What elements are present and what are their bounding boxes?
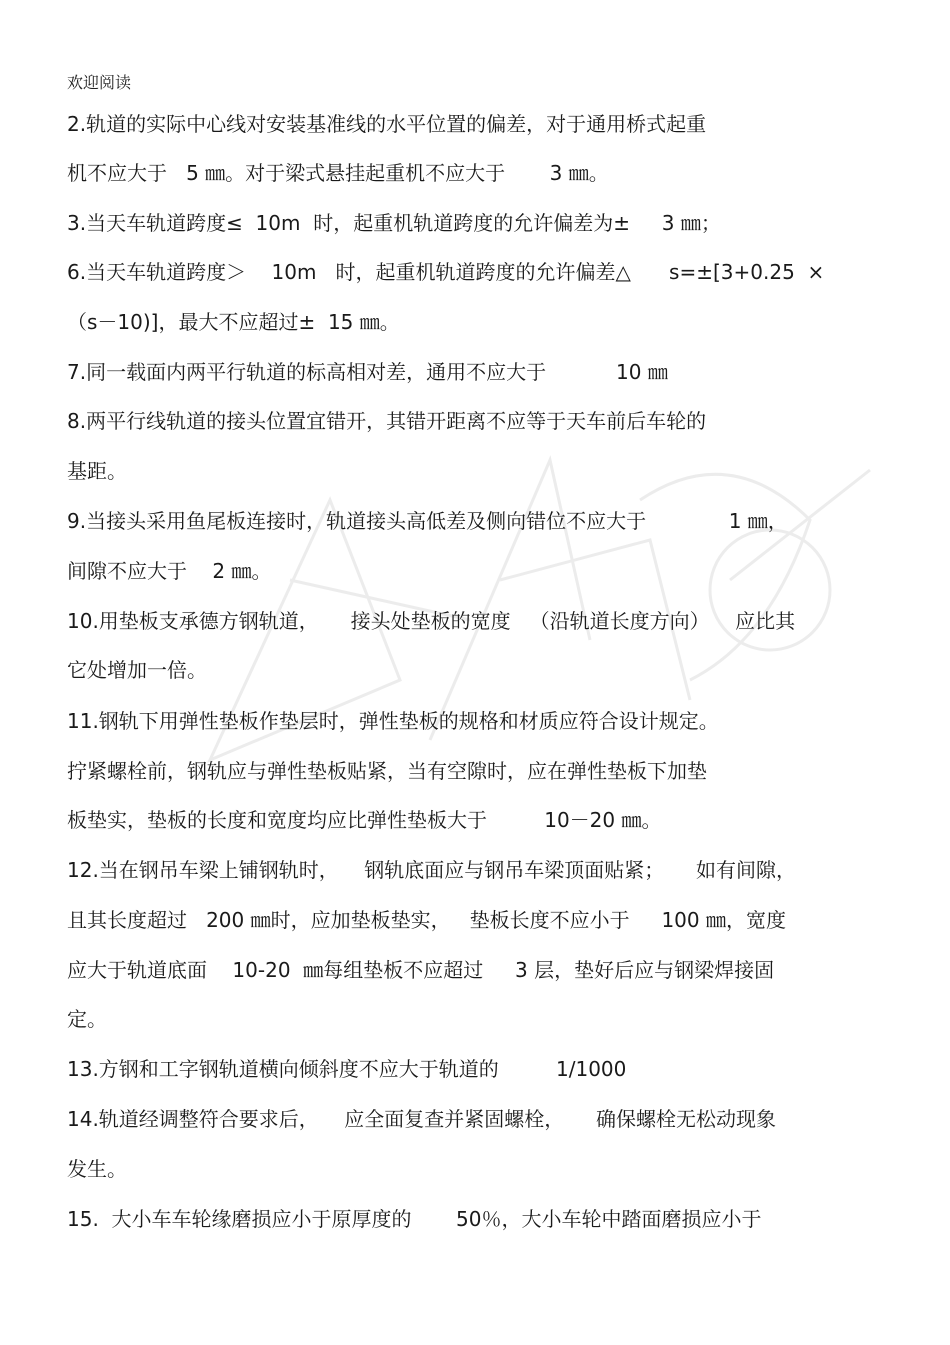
text-line: 应大于轨道底面 10-20 ㎜每组垫板不应超过 3 层，垫好后应与钢梁焊接固 <box>67 958 775 982</box>
text-line: 8.两平行线轨道的接头位置宜错开，其错开距离不应等于天车前后车轮的 <box>67 409 707 433</box>
text-line: 3.当天车轨道跨度≤ 10m 时，起重机轨道跨度的允许偏差为± 3 ㎜； <box>67 211 721 235</box>
text-line: 基距。 <box>67 459 127 483</box>
text-line: （s－10)]，最大不应超过± 15 ㎜。 <box>67 310 400 334</box>
page-header: 欢迎阅读 <box>67 73 132 92</box>
text-line: 12.当在钢吊车梁上铺钢轨时， 钢轨底面应与钢吊车梁顶面贴紧； 如有间隙， <box>67 858 797 882</box>
text-line: 9.当接头采用鱼尾板连接时，轨道接头高低差及侧向错位不应大于 1 ㎜， <box>67 509 788 533</box>
text-line: 机不应大于 5 ㎜。对于梁式悬挂起重机不应大于 3 ㎜。 <box>67 161 609 185</box>
text-line: 发生。 <box>67 1157 127 1181</box>
watermark-graphic <box>170 380 890 800</box>
text-line: 11.钢轨下用弹性垫板作垫层时，弹性垫板的规格和材质应符合设计规定。 <box>67 709 719 733</box>
text-line: 7.同一载面内两平行轨道的标高相对差，通用不应大于 10 ㎜ <box>67 360 668 384</box>
text-line: 10.用垫板支承德方钢轨道， 接头处垫板的宽度 （沿轨道长度方向） 应比其 <box>67 609 796 633</box>
text-line: 6.当天车轨道跨度＞ 10m 时，起重机轨道跨度的允许偏差△ s=±[3+0.25 × <box>67 260 825 284</box>
text-line: 间隙不应大于 2 ㎜。 <box>67 559 272 583</box>
text-line: 2.轨道的实际中心线对安装基准线的水平位置的偏差，对于通用桥式起重 <box>67 112 707 136</box>
text-line: 14.轨道经调整符合要求后， 应全面复查并紧固螺栓， 确保螺栓无松动现象 <box>67 1107 777 1131</box>
text-line: 15. 大小车车轮缘磨损应小于原厚度的 50％，大小车轮中踏面磨损应小于 <box>67 1207 762 1231</box>
text-line: 13.方钢和工字钢轨道横向倾斜度不应大于轨道的 1/1000 <box>67 1057 627 1081</box>
text-line: 且其长度超过 200 ㎜时，应加垫板垫实， 垫板长度不应小于 100 ㎜，宽度 <box>67 908 786 932</box>
text-line: 定。 <box>67 1007 107 1031</box>
text-line: 拧紧螺栓前，钢轨应与弹性垫板贴紧，当有空隙时，应在弹性垫板下加垫 <box>67 759 707 783</box>
text-line: 板垫实，垫板的长度和宽度均应比弹性垫板大于 10－20 ㎜。 <box>67 808 662 832</box>
text-line: 它处增加一倍。 <box>67 658 207 682</box>
